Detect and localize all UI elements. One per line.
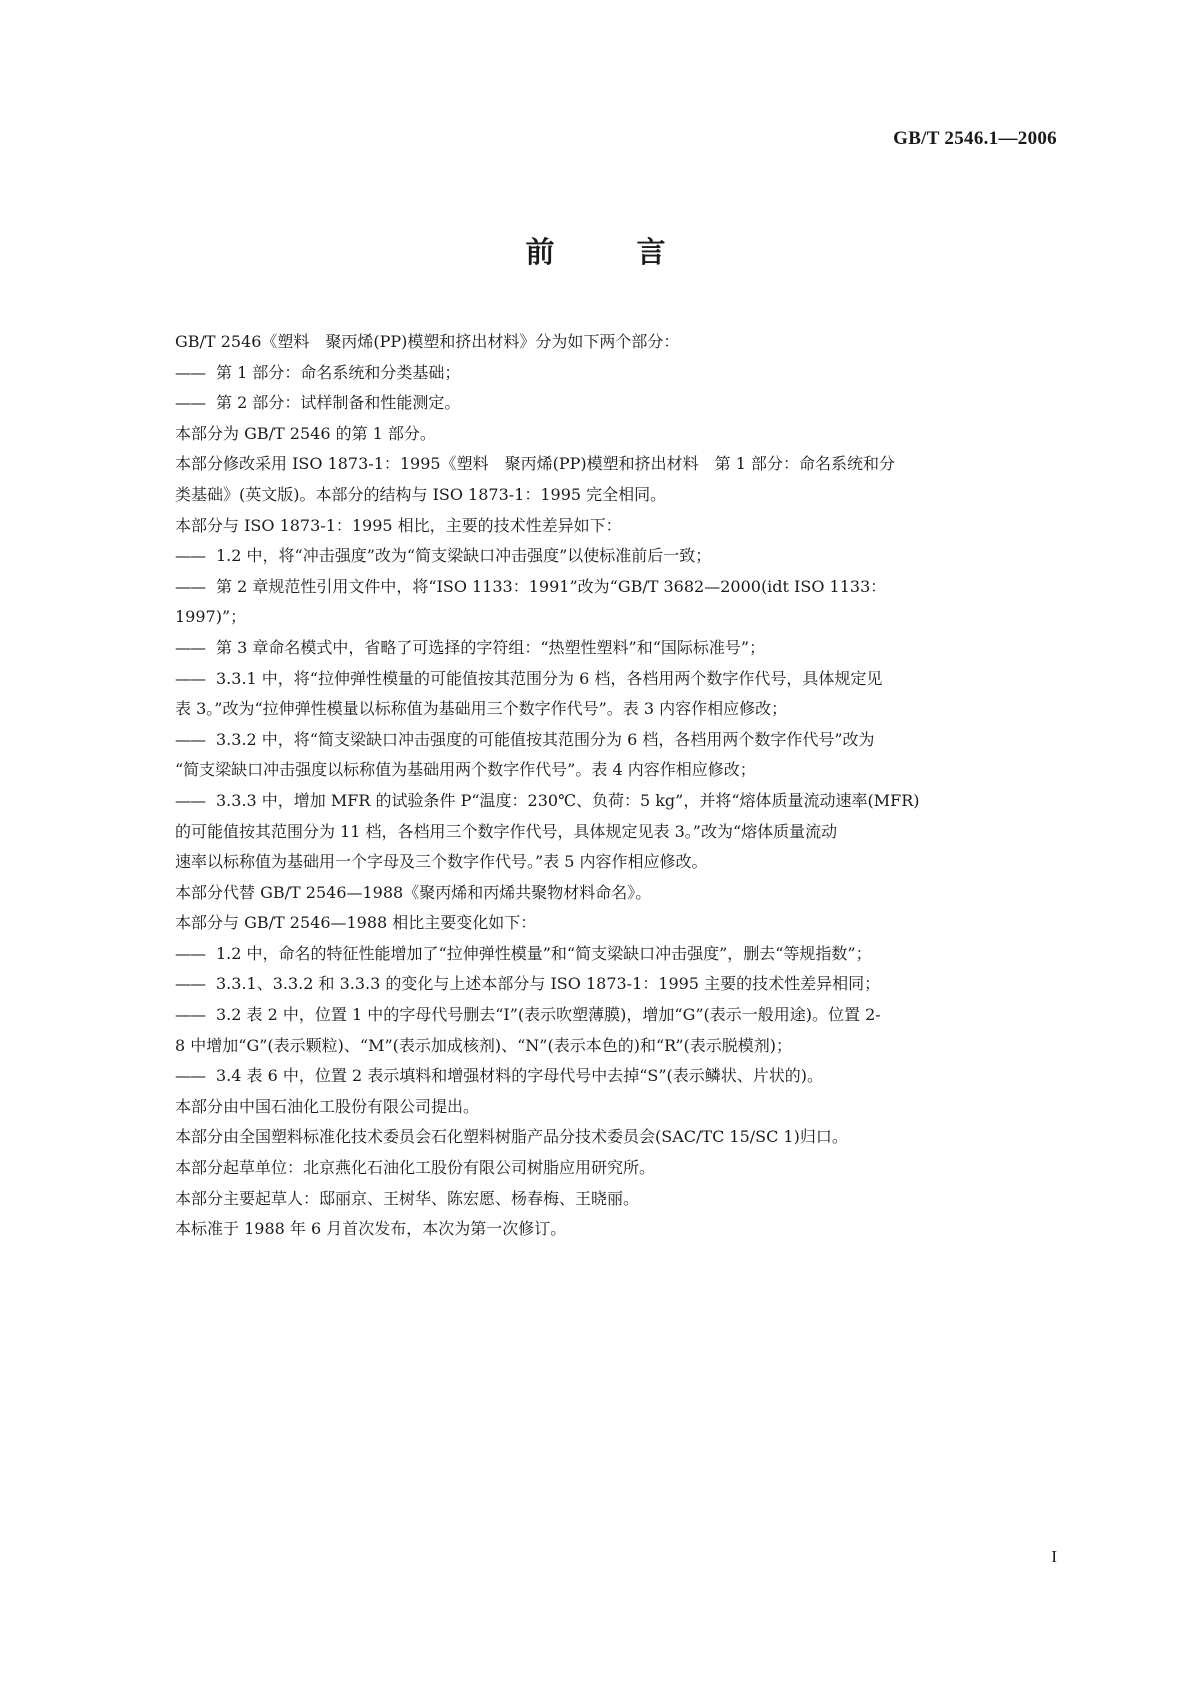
paragraph bbox=[134, 449, 1058, 510]
list-item bbox=[159, 664, 1058, 725]
list-item bbox=[159, 786, 1058, 878]
text-line: 8 中增加“G”(表示颗粒)、“M”(表示加成核剂)、“N”(表示本色的)和“R”(表示脱模剂)； bbox=[175, 1035, 792, 1055]
list-item bbox=[159, 725, 1058, 786]
paragraph bbox=[134, 1153, 1058, 1184]
foreword-body bbox=[134, 327, 1058, 1245]
list-item bbox=[159, 969, 1058, 1000]
text-line: 第 2 部分：试样制备和性能测定。 bbox=[216, 393, 461, 413]
text-line: 本部分起草单位：北京燕化石油化工股份有限公司树脂应用研究所。 bbox=[175, 1158, 656, 1178]
text-line: 3.4 表 6 中，位置 2 表示填料和增强材料的字母代号中去掉“S”(表示鳞状、片状的)。 bbox=[216, 1066, 824, 1086]
text-line: 3.2 表 2 中，位置 1 中的字母代号删去“I”(表示吹塑薄膜)，增加“G”(表示一般用途)。位置 2- bbox=[216, 1005, 881, 1025]
paragraph bbox=[134, 1214, 1058, 1245]
text-line: 第 3 章命名模式中，省略了可选择的字符组：“热塑性塑料”和“国际标准号”； bbox=[216, 637, 766, 657]
list-dash: —— bbox=[175, 637, 205, 657]
list-dash: —— bbox=[175, 576, 205, 596]
paragraph bbox=[134, 1184, 1058, 1215]
text-line: 本部分与 GB/T 2546—1988 相比主要变化如下： bbox=[175, 913, 537, 933]
text-line: 3.3.1 中，将“拉伸弹性模量的可能值按其范围分为 6 档，各档用两个数字作代号，具体规定见 bbox=[216, 668, 883, 688]
list-dash: —— bbox=[175, 546, 205, 566]
list-dash: —— bbox=[175, 393, 205, 413]
text-line: 速率以标称值为基础用一个字母及三个数字作代号。”表 5 内容作相应修改。 bbox=[175, 852, 708, 872]
text-line: 本部分由全国塑料标准化技术委员会石化塑料树脂产品分技术委员会(SAC/TC 15/SC 1)归口。 bbox=[175, 1127, 848, 1147]
text-line: 本部分与 ISO 1873-1：1995 相比，主要的技术性差异如下： bbox=[175, 515, 622, 535]
list-item bbox=[159, 1000, 1058, 1061]
paragraph bbox=[134, 327, 1058, 358]
text-line: 本部分主要起草人：邸丽京、王树华、陈宏愿、杨春梅、王晓丽。 bbox=[175, 1188, 640, 1208]
text-line: GB/T 2546《塑料 聚丙烯(PP)模塑和挤出材料》分为如下两个部分： bbox=[175, 332, 680, 351]
paragraph bbox=[134, 511, 1058, 542]
text-line: 1.2 中，将“冲击强度”改为“简支梁缺口冲击强度”以使标准前后一致； bbox=[216, 546, 712, 566]
text-line: 的可能值按其范围分为 11 档，各档用三个数字作代号，具体规定见表 3。”改为“熔体质量流动 bbox=[175, 821, 838, 841]
text-line: 本部分由中国石油化工股份有限公司提出。 bbox=[175, 1096, 480, 1116]
list-dash: —— bbox=[175, 1066, 205, 1086]
list-dash: —— bbox=[175, 1005, 205, 1025]
list-dash: —— bbox=[175, 790, 205, 810]
text-line: 本部分修改采用 ISO 1873-1：1995《塑料 聚丙烯(PP)模塑和挤出材料 第 1 部分：命名系统和分 bbox=[175, 454, 895, 474]
text-line: 第 2 章规范性引用文件中，将“ISO 1133：1991”改为“GB/T 3682—2000(idt ISO 1133： bbox=[216, 576, 887, 596]
text-line: 3.3.1、3.3.2 和 3.3.3 的变化与上述本部分与 ISO 1873-1：1995 主要的技术性差异相同； bbox=[216, 974, 881, 994]
text-line: 3.3.2 中，将“简支梁缺口冲击强度的可能值按其范围分为 6 档，各档用两个数字作代号”改为 bbox=[216, 729, 875, 749]
page-title: 前 言 bbox=[525, 235, 702, 269]
list-item bbox=[159, 1061, 1058, 1092]
paragraph bbox=[134, 878, 1058, 909]
list-dash: —— bbox=[175, 668, 205, 688]
list-item bbox=[159, 541, 1058, 572]
paragraph bbox=[134, 908, 1058, 939]
paragraph bbox=[134, 1122, 1058, 1153]
list-item bbox=[159, 572, 1058, 633]
paragraph bbox=[134, 419, 1058, 450]
page-number: I bbox=[1051, 1547, 1057, 1566]
list-item bbox=[159, 633, 1058, 664]
list-dash: —— bbox=[175, 362, 205, 382]
text-line: 1.2 中，命名的特征性能增加了“拉伸弹性模量”和“简支梁缺口冲击强度”，删去“等规指数”； bbox=[216, 943, 872, 963]
text-line: 类基础》(英文版)。本部分的结构与 ISO 1873-1：1995 完全相同。 bbox=[175, 484, 667, 504]
standard-code: GB/T 2546.1—2006 bbox=[893, 128, 1057, 149]
text-line: 1997)”； bbox=[175, 607, 247, 627]
list-item bbox=[159, 358, 1058, 389]
list-dash: —— bbox=[175, 974, 205, 994]
text-line: “简支梁缺口冲击强度以标称值为基础用两个数字作代号”。表 4 内容作相应修改； bbox=[175, 760, 756, 780]
text-line: 第 1 部分：命名系统和分类基础； bbox=[216, 362, 461, 382]
list-dash: —— bbox=[175, 943, 205, 963]
list-item bbox=[159, 388, 1058, 419]
text-line: 本标准于 1988 年 6 月首次发布，本次为第一次修订。 bbox=[175, 1219, 567, 1239]
paragraph bbox=[134, 1092, 1058, 1123]
text-line: 本部分代替 GB/T 2546—1988《聚丙烯和丙烯共聚物材料命名》。 bbox=[175, 882, 652, 902]
text-line: 本部分为 GB/T 2546 的第 1 部分。 bbox=[175, 423, 436, 443]
list-dash: —— bbox=[175, 729, 205, 749]
list-item bbox=[159, 939, 1058, 970]
text-line: 3.3.3 中，增加 MFR 的试验条件 P“温度：230℃、负荷：5 kg”，并将“熔体质量流动速率(MFR) bbox=[216, 790, 920, 810]
text-line: 表 3。”改为“拉伸弹性模量以标称值为基础用三个数字作代号”。表 3 内容作相应修改； bbox=[175, 699, 788, 719]
